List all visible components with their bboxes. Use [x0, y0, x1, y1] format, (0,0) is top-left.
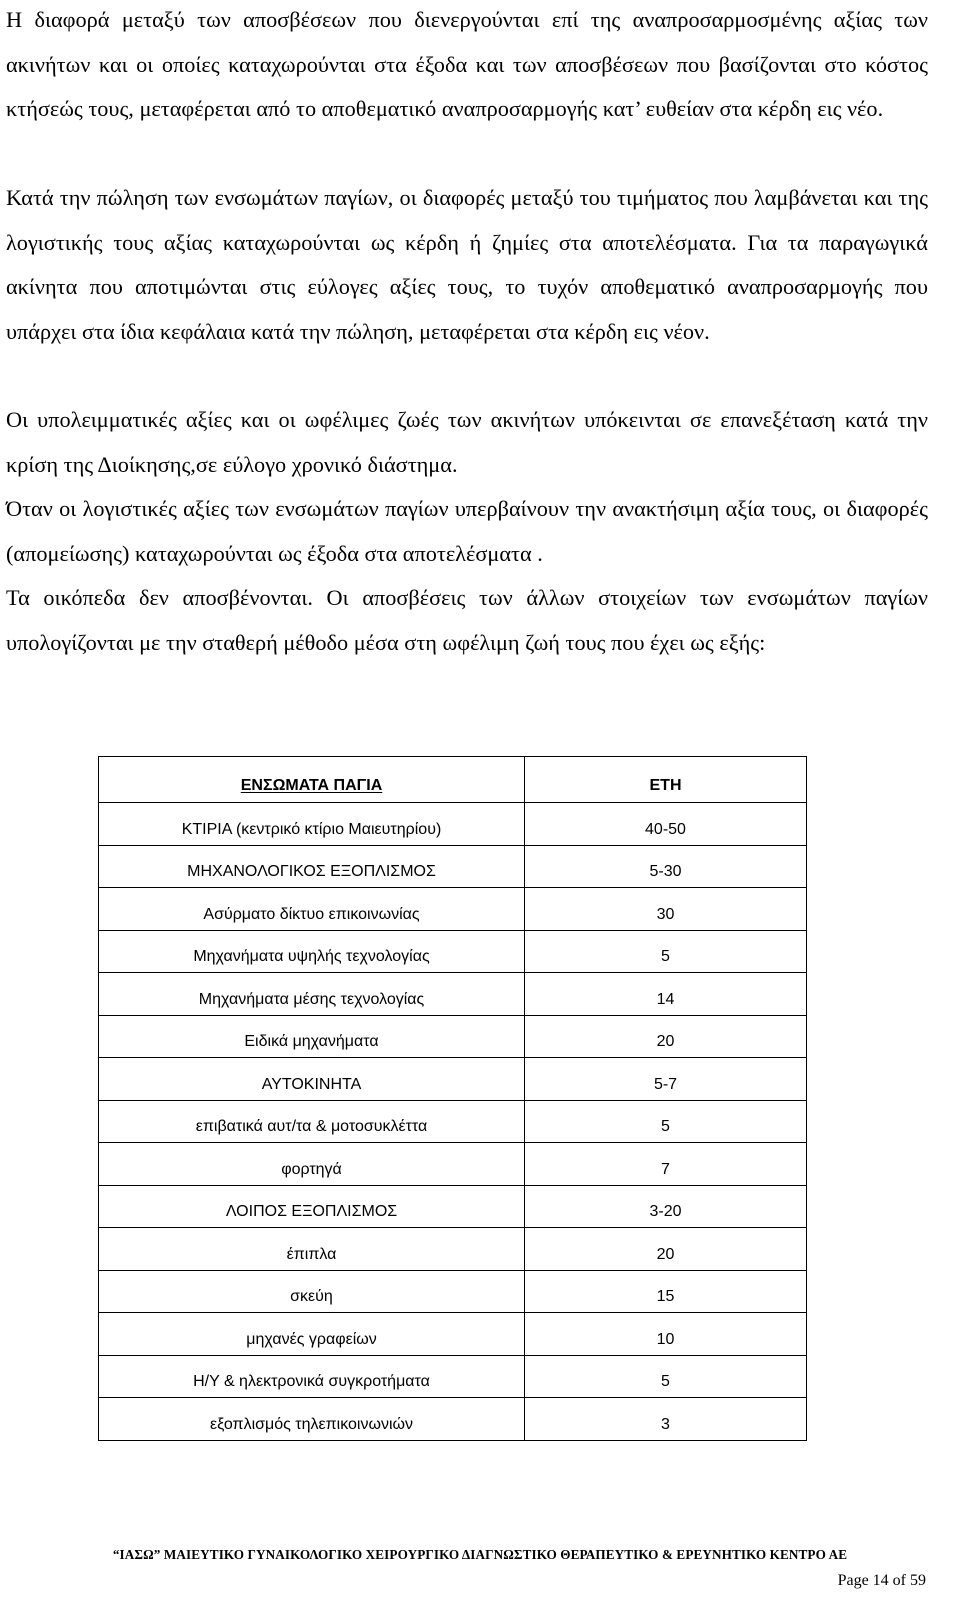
paragraph-revaluation-depreciation: Η διαφορά μεταξύ των αποσβέσεων που διενεργούνται επί της αναπροσαρμοσμένης αξίας των ακινήτων και οι οποίες καταχωρούνται στα έξοδα και των αποσβέσεων που βασίζονται στο κόστος κτήσεώς τους, μεταφέρεται από το αποθεματικό αναπροσαρμογής κατ’ ευθείαν στα κέρδη εις νέο. [6, 7, 928, 121]
table-row [99, 1185, 807, 1228]
table-row [99, 1058, 807, 1101]
table-row [99, 1355, 807, 1398]
asset-category-cell: Η/Υ & ηλεκτρονικά συγκροτήματα [99, 1355, 525, 1398]
asset-category-cell: Ασύρματο δίκτυο επικοινωνίας [99, 888, 525, 931]
asset-category-cell: ΑΥΤΟΚΙΝΗΤΑ [99, 1058, 525, 1101]
useful-life-years-cell: 15 [525, 1270, 807, 1313]
asset-category-cell: ΜΗΧΑΝΟΛΟΓΙΚΟΣ ΕΞΟΠΛΙΣΜΟΣ [99, 845, 525, 888]
useful-life-years-cell: 5 [525, 930, 807, 973]
paragraph-residual-values: Οι υπολειμματικές αξίες και οι ωφέλιμες ζωές των ακινήτων υπόκεινται σε επανεξέταση κατά την κρίση της Διοίκησης,σε εύλογο χρονικό διάστημα. [6, 407, 928, 477]
table-row [99, 1313, 807, 1356]
useful-life-years-cell: 14 [525, 973, 807, 1016]
useful-life-years-cell: 7 [525, 1143, 807, 1186]
table-row [99, 1398, 807, 1441]
asset-category-cell: Μηχανήματα υψηλής τεχνολογίας [99, 930, 525, 973]
table-row [99, 1143, 807, 1186]
useful-life-years-cell: 3 [525, 1398, 807, 1441]
table-row [99, 845, 807, 888]
asset-category-cell: σκεύη [99, 1270, 525, 1313]
asset-category-cell: μηχανές γραφείων [99, 1313, 525, 1356]
header-fixed-assets: ΕΝΣΩΜΑΤΑ ΠΑΓΙΑ [99, 757, 525, 803]
useful-life-years-cell: 20 [525, 1228, 807, 1271]
table-header-row [99, 757, 807, 803]
asset-category-cell: εξοπλισμός τηλεπικοινωνιών [99, 1398, 525, 1441]
table-row [99, 1228, 807, 1271]
footer-organization: “ΙΑΣΩ” ΜΑΙΕΥΤΙΚΟ ΓΥΝΑΙΚΟΛΟΓΙΚΟ ΧΕΙΡΟΥΡΓΙΚΟ ΔΙΑΓΝΩΣΤΙΚΟ ΘΕΡΑΠΕΥΤΙΚΟ & ΕΡΕΥΝΗΤΙΚΟ ΚΕΝΤΡΟ ΑΕ [112, 1547, 848, 1562]
useful-life-years-cell: 5-30 [525, 845, 807, 888]
header-years: ΕΤΗ [525, 757, 807, 803]
asset-category-cell: επιβατικά αυτ/τα & μοτοσυκλέττα [99, 1100, 525, 1143]
table-row [99, 973, 807, 1016]
asset-category-cell: ΛΟΙΠΟΣ ΕΞΟΠΛΙΣΜΟΣ [99, 1185, 525, 1228]
table-row [99, 1015, 807, 1058]
useful-life-years-cell: 30 [525, 888, 807, 931]
useful-life-years-cell: 5-7 [525, 1058, 807, 1101]
table-row [99, 888, 807, 931]
useful-life-years-cell: 5 [525, 1355, 807, 1398]
table-row [99, 1270, 807, 1313]
asset-category-cell: Ειδικά μηχανήματα [99, 1015, 525, 1058]
asset-category-cell: έπιπλα [99, 1228, 525, 1271]
useful-life-years-cell: 20 [525, 1015, 807, 1058]
paragraph-impairment: Όταν οι λογιστικές αξίες των ενσωμάτων παγίων υπερβαίνουν την ανακτήσιμη αξία τους, οι διαφορές (απομείωσης) καταχωρούνται ως έξοδα στα αποτελέσματα . [6, 496, 928, 566]
useful-life-years-cell: 10 [525, 1313, 807, 1356]
table-row [99, 930, 807, 973]
asset-category-cell: ΚΤΙΡΙΑ (κεντρικό κτίριο Μαιευτηρίου) [99, 803, 525, 846]
page-number: Page 14 of 59 [837, 1572, 926, 1589]
paragraph-disposal: Κατά την πώληση των ενσωμάτων παγίων, οι διαφορές μεταξύ του τιμήματος που λαμβάνεται και της λογιστικής τους αξίας καταχωρούνται ως κέρδη ή ζημίες στα αποτελέσματα. Για τα παραγωγικά ακίνητα που αποτιμώνται στις εύλογες αξίες τους, το τυχόν αποθεματικό αναπροσαρμογής που υπάρχει στα ίδια κεφάλαια κατά την πώληση, μεταφέρεται στα κέρδη εις νέον. [6, 185, 928, 344]
table-row [99, 1100, 807, 1143]
useful-life-years-cell: 3-20 [525, 1185, 807, 1228]
useful-life-years-cell: 40-50 [525, 803, 807, 846]
asset-category-cell: Μηχανήματα μέσης τεχνολογίας [99, 973, 525, 1016]
table-row [99, 803, 807, 846]
useful-life-table [98, 756, 807, 1441]
paragraph-depreciation-method: Τα οικόπεδα δεν αποσβένονται. Οι αποσβέσεις των άλλων στοιχείων των ενσωμάτων παγίων υπολογίζονται με την σταθερή μέθοδο μέσα στη ωφέλιμη ζωή τους που έχει ως εξής: [6, 585, 928, 655]
useful-life-years-cell: 5 [525, 1100, 807, 1143]
asset-category-cell: φορτηγά [99, 1143, 525, 1186]
